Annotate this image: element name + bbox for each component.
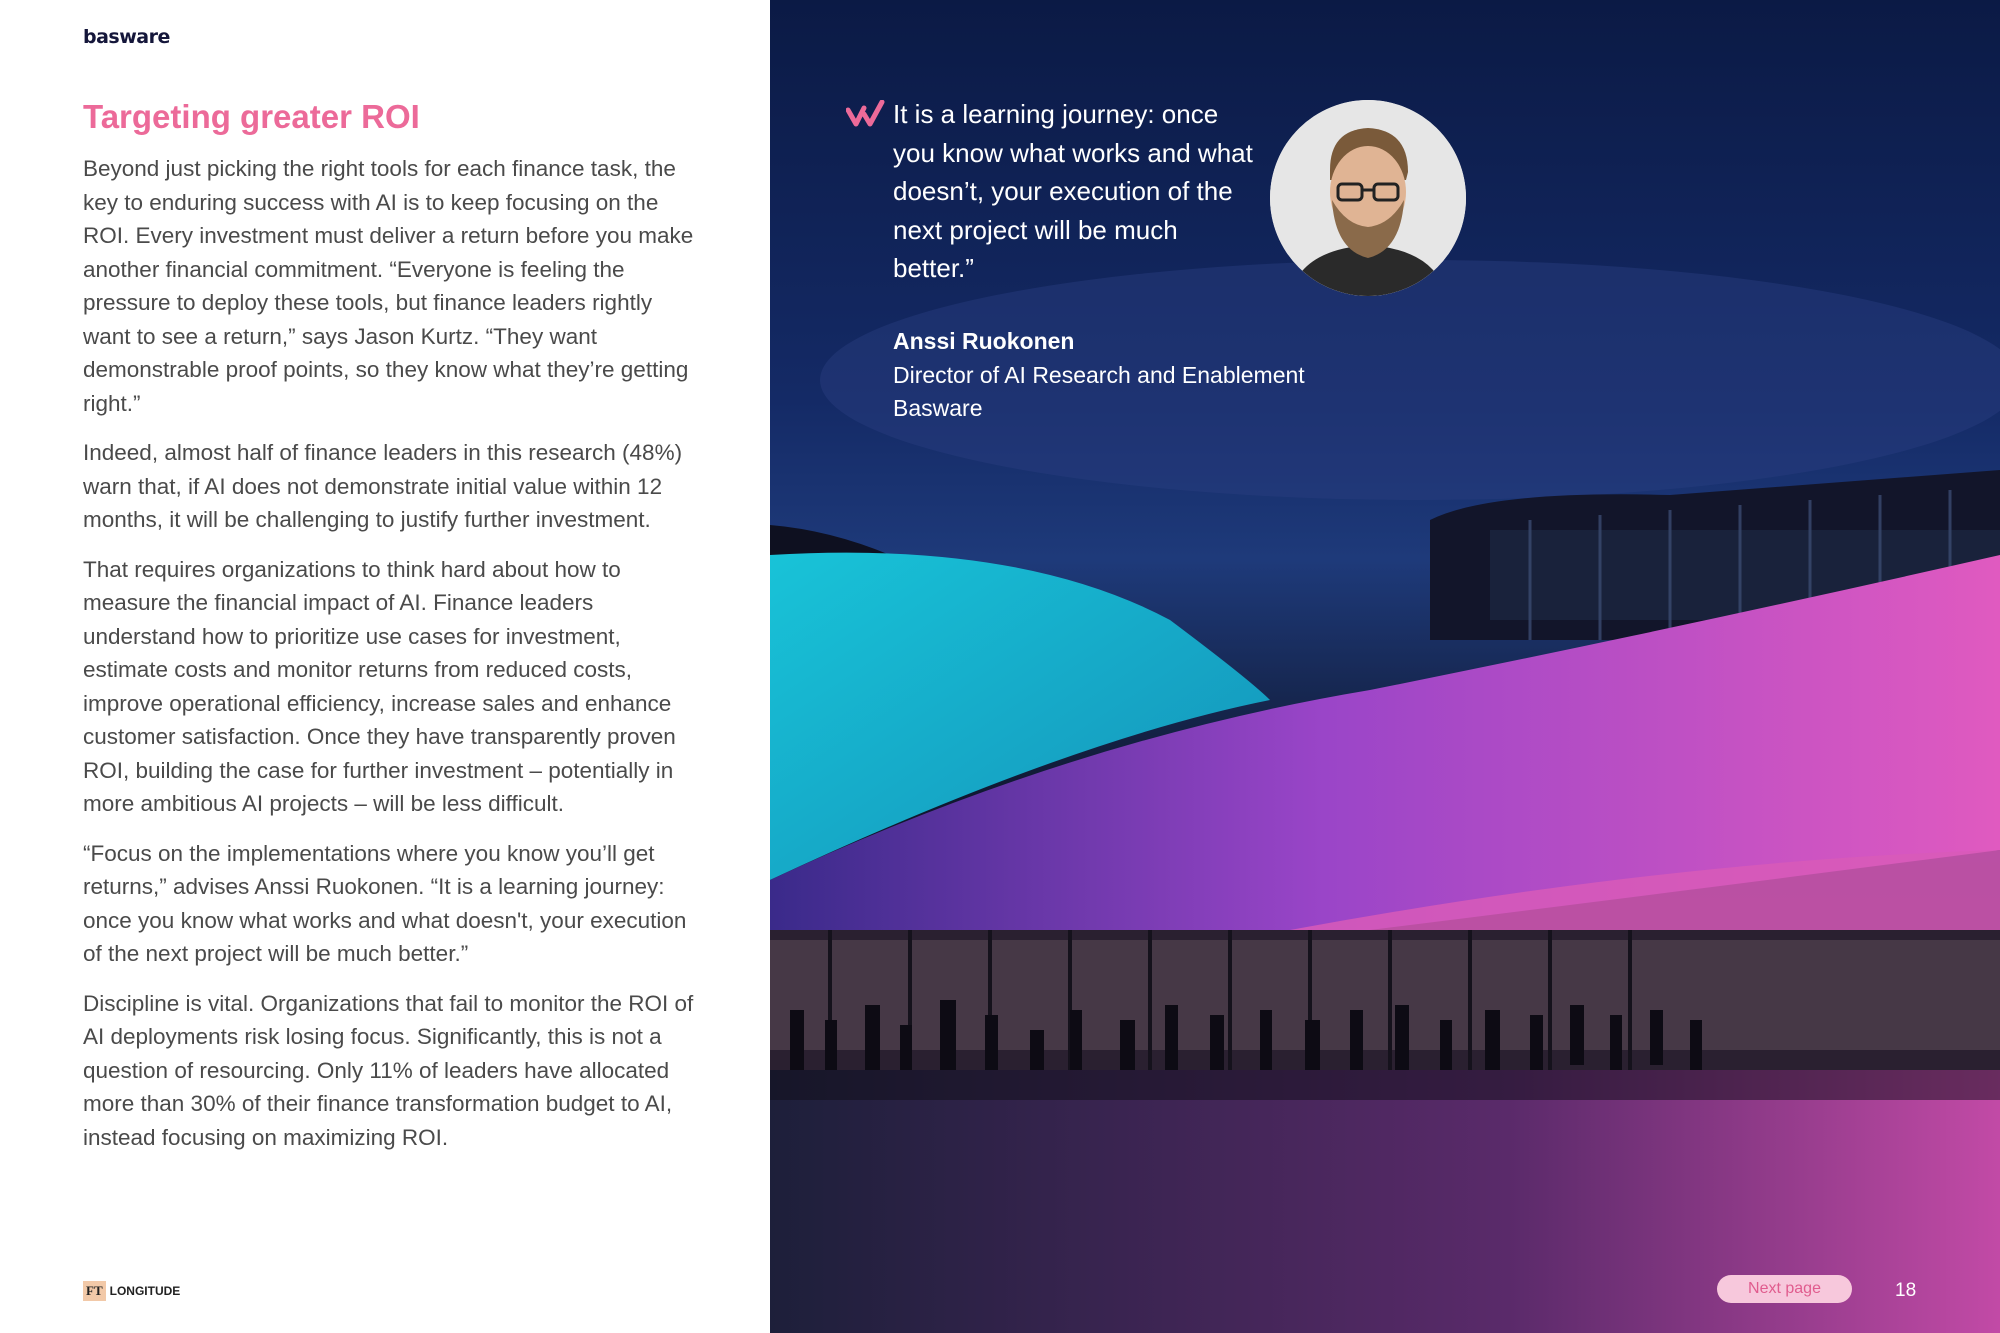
paragraph: Indeed, almost half of finance leaders in this research (48%) warn that, if AI does not demonstrate initial value within 12 months, it will be challenging to justify further investment.: [83, 440, 683, 532]
author-title: Director of AI Research and Enablement: [893, 361, 1305, 388]
paragraph: “Focus on the implementations where you know you’ll get returns,” advises Anssi Ruokonen. “It is a learning journey: once you know what works and what doesn't, your execution of the next project will be much better.”: [83, 840, 687, 966]
hero-image-panel: [770, 0, 2000, 1333]
pull-quote: It is a learning journey: once you know what works and what doesn’t, your execution of the next project will be much better.”: [893, 99, 1253, 283]
section-title: Targeting greater ROI: [83, 98, 420, 135]
longitude-wordmark: LONGITUDE: [109, 1284, 181, 1298]
quote-check-icon: [846, 100, 886, 130]
portrait-illustration: [1270, 100, 1466, 296]
page-number: 18: [1895, 1280, 1917, 1301]
quote-attribution: [893, 325, 1305, 426]
author-company: Basware: [893, 395, 983, 421]
ft-mark: FT: [83, 1281, 106, 1301]
basware-logo: basware: [83, 26, 170, 48]
ft-longitude-logo: [83, 1281, 180, 1301]
paragraph: Discipline is vital. Organizations that fail to monitor the ROI of AI deployments risk losing focus. Significantly, this is not a question of resourcing. Only 11% of leaders have allocated more than 30% of their finance transformation budget to AI, instead focusing on maximizing ROI.: [83, 990, 694, 1150]
paragraph: That requires organizations to think hard about how to measure the financial impact of AI. Finance leaders understand how to prioritize use cases for investment, estimate costs and monitor returns from reduced costs, improve operational efficiency, increase sales and enhance customer satisfaction. Once they have transparently proven ROI, building the case for further investment – potentially in more ambitious AI projects – will be less difficult.: [83, 556, 676, 816]
paragraph: Beyond just picking the right tools for each finance task, the key to enduring success with AI is to keep focusing on the ROI. Every investment must deliver a return before you make another financial commitment. “Everyone is feeling the pressure to deploy these tools, but finance leaders rightly want to see a return,” says Jason Kurtz. “They want demonstrable proof points, so they know what they’re getting right.”: [83, 156, 694, 416]
author-portrait: [1270, 100, 1466, 296]
text-column: [0, 0, 770, 1333]
next-page-button[interactable]: Next page: [1717, 1275, 1852, 1303]
author-name: Anssi Ruokonen: [893, 328, 1075, 354]
article-body: [83, 152, 698, 1170]
